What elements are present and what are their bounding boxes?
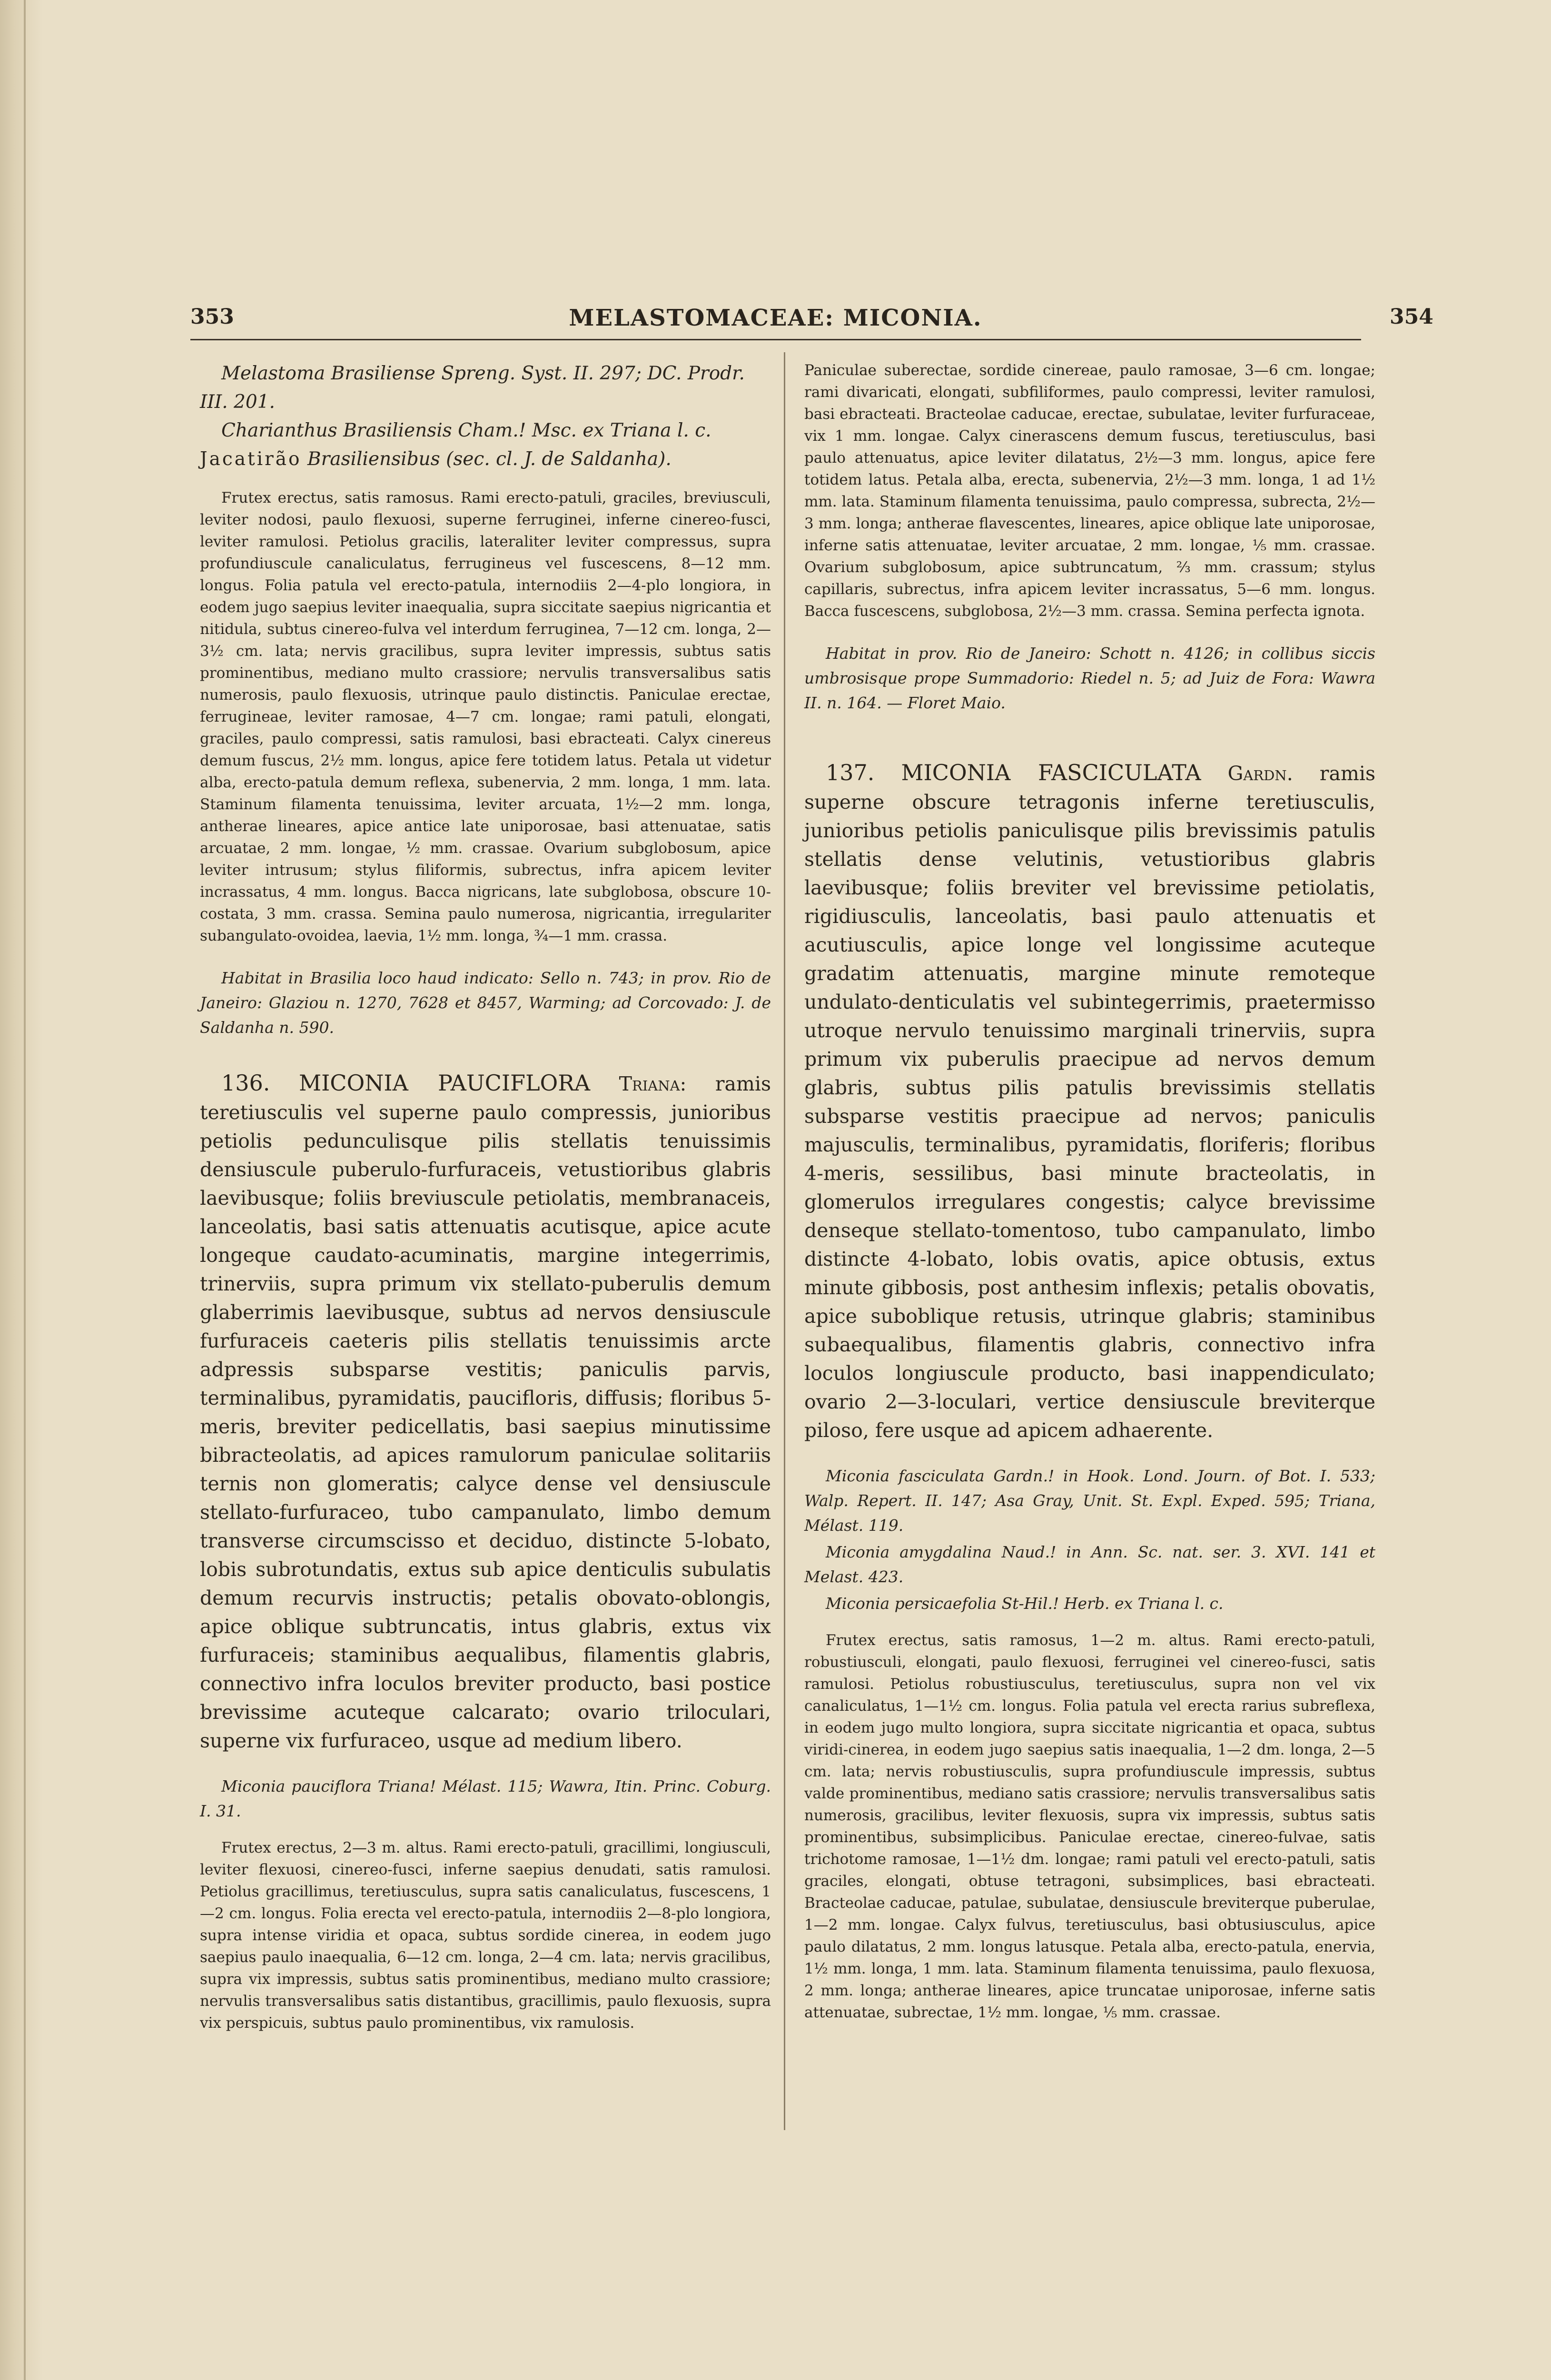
synonym-line: Melastoma Brasiliense Spreng. Syst. II. 297; DC. Prodr. III. 201. bbox=[200, 363, 745, 413]
species-name: MICONIA PAUCIFLORA bbox=[298, 1070, 591, 1096]
header-rule bbox=[190, 339, 1361, 340]
running-title: MELASTOMACEAE: MICONIA. bbox=[569, 305, 982, 331]
species-136-synonymy: Miconia pauciflora Triana! Mélast. 115; Wawra, Itin. Princ. Coburg. I. 31. bbox=[200, 1777, 771, 1820]
synonym-line: Charianthus Brasiliensis Cham.! Msc. ex Triana l. c. bbox=[221, 420, 711, 441]
description-paragraph: Frutex erectus, 2—3 m. altus. Rami erecto-patuli, gracillimi, longiusculi, leviter flexuosi, cinereo-fusci, inferne saepius denudati, satis ramulosi. Petiolus gracillimus, teretiusculus, supra satis canaliculatus, fuscescens, 1—2 cm. longus. Folia erecta vel erecto-patula, internodiis 2—8-plo longiora, supra intense viridia et opaca, subtus sordide cinerea, in eodem jugo saepius paulo inaequalia, 6—12 cm. longa, 2—4 cm. lata; nervis gracilibus, supra vix impressis, subtus satis prominentibus, mediano multo crassiore; nervulis transversalibus satis distantibus, gracillimis, paulo flexuosis, supra vix perspicuis, subtus paulo prominentibus, vix ramulosis. bbox=[200, 1839, 771, 2032]
description-paragraph: Frutex erectus, satis ramosus, 1—2 m. altus. Rami erecto-patuli, robustiusculi, elongati, paulo flexuosi, ferruginei vel cinereo-fusci, satis ramulosi. Petiolus robustiusculus, teretiusculus, supra non vel vix canaliculatus, 1—1½ cm. longus. Folia patula vel erecta rarius subreflexa, in eodem jugo multo longiora, supra siccitate nigricantia et opaca, subtus viridi-cinerea, in eodem jugo saepius satis inaequalia, 1—2 dm. longa, 2—5 cm. lata; nervis robustiusculis, supra profundiuscule impressis, subtus valde prominentibus, mediano satis crassiore; nervulis transversalibus satis numerosis, gracilibus, leviter flexuosis, supra vix impressis, subtus satis prominentibus, subsimplicibus. Paniculae erectae, cinereo-fulvae, satis trichotome ramosae, 1—1½ dm. longae; rami patuli vel erecto-patuli, satis graciles, elongati, obtuse tetragoni, subsimplices, basi ebracteati. Bracteolae caducae, patulae, subulatae, densiuscule breviterque puberulae, 1—2 mm. longae. Calyx fulvus, teretiusculus, basi obtusiusculus, apice paulo dilatatus, 2 mm. longus latusque. Petala alba, erecto-patula, enervia, 1½ mm. longa, 1 mm. lata. Staminum filamenta tenuissima, paulo flexuosa, 2 mm. longa; antherae lineares, apice truncatae uniporosae, inferne satis attenuatae, subrectae, 1½ mm. longae, ⅕ mm. crassae. bbox=[804, 1632, 1375, 2021]
diagnosis-text: : ramis teretiusculis vel superne paulo compressis, junioribus petiolis pedunculisque pilis stellatis tenuissimis densiuscule puberulo-furfuraceis, vetustioribus glabris laevibusque; foliis breviuscule petiolatis, membranaceis, lanceolatis, basi satis attenuatis acutisque, apice acute longeque caudato-acuminatis, margine integerrimis, trinerviis, supra primum vix stellato-puberulis demum glaberrimis laevibusque, subtus ad nervos densiuscule furfuraceis caeteris pilis stellatis tenuissimis arcte adpressis subsparse vestitis; paniculis parvis, terminalibus, pyramidatis, paucifloris, diffusis; floribus 5-meris, breviter pedicellatis, basi saepius minutissime bibracteolatis, ad apices ramulorum paniculae solitariis ternis non glomeratis; calyce dense vel densiuscule stellato-furfuraceo, tubo campanulato, limbo demum transverse circumscisso et deciduo, distincte 5-lobato, lobis subrotundatis, extus sub apice denticulis subulatis demum recurvis instructis; petalis obovato-oblongis, apice oblique subtruncatis, intus glabris, extus vix furfuraceis; staminibus aequalibus, filamentis glabris, connectivo infra loculos breviter producto, basi postice brevissime acuteque calcarato; ovario triloculari, superne vix furfuraceo, usque ad medium libero. bbox=[200, 1072, 771, 1752]
description-paragraph: Frutex erectus, satis ramosus. Rami erecto-patuli, graciles, breviusculi, leviter nodosi, paulo flexuosi, superne ferruginei, inferne cinereo-fusci, leviter ramulosi. Petiolus gracilis, lateraliter leviter compressus, supra profundiuscule canaliculatus, ferrugineus vel fuscescens, 8—12 mm. longus. Folia patula vel erecto-patula, internodiis 2—4-plo longiora, in eodem jugo saepius leviter inaequalia, supra siccitate saepius nigricantia et nitidula, subtus cinereo-fulva vel interdum ferruginea, 7—12 cm. longa, 2—3½ cm. lata; nervis gracilibus, supra leviter impressis, subtus satis prominentibus, mediano multo crassiore; nervulis transversalibus satis numerosis, paulo flexuosis, utrinque paulo distinctis. Paniculae erectae, ferrugineae, leviter ramosae, 4—7 cm. longae; rami patuli, elongati, graciles, paulo compressi, satis ramulosi, basi ebracteati. Calyx cinereus demum fuscus, 2½ mm. longus, apice fere totidem latus. Petala ut videtur alba, erecto-patula demum reflexa, subenervia, 2 mm. longa, 1 mm. lata. Staminum filamenta tenuissima, leviter arcuata, 1½—2 mm. longa, antherae lineares, apice antice late uniporosae, basi attenuatae, satis arcuatae, 2 mm. longae, ½ mm. crassae. Ovarium subglobosum, apice leviter intrusum; stylus filiformis, subrectus, infra apicem leviter incrassatus, 4 mm. longus. Bacca nigricans, late subglobosa, obscure 10-costata, 3 mm. crassa. Semina paulo numerosa, nigricantia, irregulariter subangulato-ovoidea, laevia, 1½ mm. longa, ¾—1 mm. crassa. bbox=[200, 489, 771, 944]
habitat-paragraph: Habitat in Brasilia loco haud indicato: Sello n. 743; in prov. Rio de Janeiro: Glaziou n. 1270, 7628 et 8457, Warming; ad Corcovado: J. de Saldanha n. 590. bbox=[200, 969, 771, 1037]
vernacular-name: Jacatirão bbox=[200, 448, 302, 470]
habitat-paragraph: Habitat in prov. Rio de Janeiro: Schott n. 4126; in collibus siccis umbrosisque prope Summadorio: Riedel n. 5; ad Juiz de Fora: Wawra II. n. 164. — Floret Maio. bbox=[804, 644, 1375, 712]
synonym-line: Miconia amygdalina Naud.! in Ann. Sc. nat. ser. 3. XVI. 141 et Melast. 423. bbox=[804, 1543, 1375, 1586]
vernacular-source: Brasiliensibus (sec. cl. J. de Saldanha). bbox=[307, 448, 672, 470]
gutter-line bbox=[24, 0, 26, 2380]
synonym-line: Miconia fasciculata Gardn.! in Hook. Lond. Journ. of Bot. I. 533; Walp. Repert. II. 147; Asa Gray, Unit. St. Expl. Exped. 595; Triana, Mélast. 119. bbox=[804, 1467, 1375, 1535]
diagnosis-text: ramis superne obscure tetragonis inferne teretiusculis, junioribus petiolis paniculisque pilis brevissimis patulis stellatis dense velutinis, vetustioribus glabris laevibusque; foliis breviter vel brevissime petiolatis, rigidiusculis, lanceolatis, basi paulo attenuatis et acutiusculis, apice longe vel longissime acuteque gradatim attenuatis, margine minute remoteque undulato-denticulatis vel subintegerrimis, praetermisso utroque nervulo tenuissimo marginali trinerviis, supra primum vix puberulis praecipue ad nervos demum glabris, subtus pilis patulis brevissimis stellatis subsparse vestitis praecipue ad nervos; paniculis majusculis, terminalibus, pyramidatis, floriferis; floribus 4-meris, sessilibus, basi minute bracteolatis, in glomerulos irregulares congestis; calyce brevissime denseque stellato-tomentoso, tubo campanulato, limbo distincte 4-lobato, lobis ovatis, apice obtusis, extus minute gibbosis, post anthesim inflexis; petalis obovatis, apice suboblique retusis, utrinque glabris; staminibus subaequalibus, filamentis glabris, connectivo infra loculos longiuscule producto, basi inappendiculato; ovario 2—3-loculari, vertice densiuscule breviterque piloso, fere usque ad apicem adhaerente. bbox=[804, 762, 1375, 1442]
column-divider bbox=[784, 352, 785, 2130]
species-author: Gardn. bbox=[1227, 762, 1293, 785]
vernacular-line bbox=[200, 445, 771, 474]
species-author: Triana bbox=[619, 1072, 680, 1095]
species-number: 137. bbox=[826, 760, 875, 785]
description-continued: Paniculae suberectae, sordide cinereae, paulo ramosae, 3—6 cm. longae; rami divaricati, elongati, subfiliformes, paulo compressi, leviter ramulosi, basi ebracteati. Bracteolae caducae, erectae, subulatae, leviter furfuraceae, vix 1 mm. longae. Calyx cinerascens demum fuscus, teretiusculus, basi paulo attenuatus, apice leviter dilatatus, 2½—3 mm. longus, apice fere totidem latus. Petala alba, erecta, subenervia, 2½—3 mm. longa, 1 ad 1½ mm. lata. Staminum filamenta tenuissima, paulo compressa, subrecta, 2½—3 mm. longa; antherae flavescentes, lineares, apice oblique late uniporosae, inferne satis attenuatae, leviter arcuatae, 2 mm. longae, ⅕ mm. crassae. Ovarium subglobosum, apice subtruncatum, ⅔ mm. crassum; stylus capillaris, subrectus, infra apicem leviter incrassatus, 5—6 mm. longus. Bacca fuscescens, subglobosa, 2½—3 mm. crassa. Semina perfecta ignota. bbox=[804, 362, 1375, 620]
page-number-right: 354 bbox=[1390, 305, 1433, 329]
page-gutter bbox=[0, 0, 43, 2380]
species-name: MICONIA FASCICULATA bbox=[901, 760, 1201, 785]
species-number: 136. bbox=[221, 1070, 270, 1096]
species-136-diagnosis bbox=[200, 1069, 771, 1755]
left-column bbox=[200, 359, 771, 2034]
right-column bbox=[804, 359, 1375, 2023]
page-number-left: 353 bbox=[190, 305, 234, 329]
species-137-diagnosis bbox=[804, 758, 1375, 1445]
synonym-line: Miconia persicaefolia St-Hil.! Herb. ex Triana l. c. bbox=[826, 1594, 1224, 1613]
